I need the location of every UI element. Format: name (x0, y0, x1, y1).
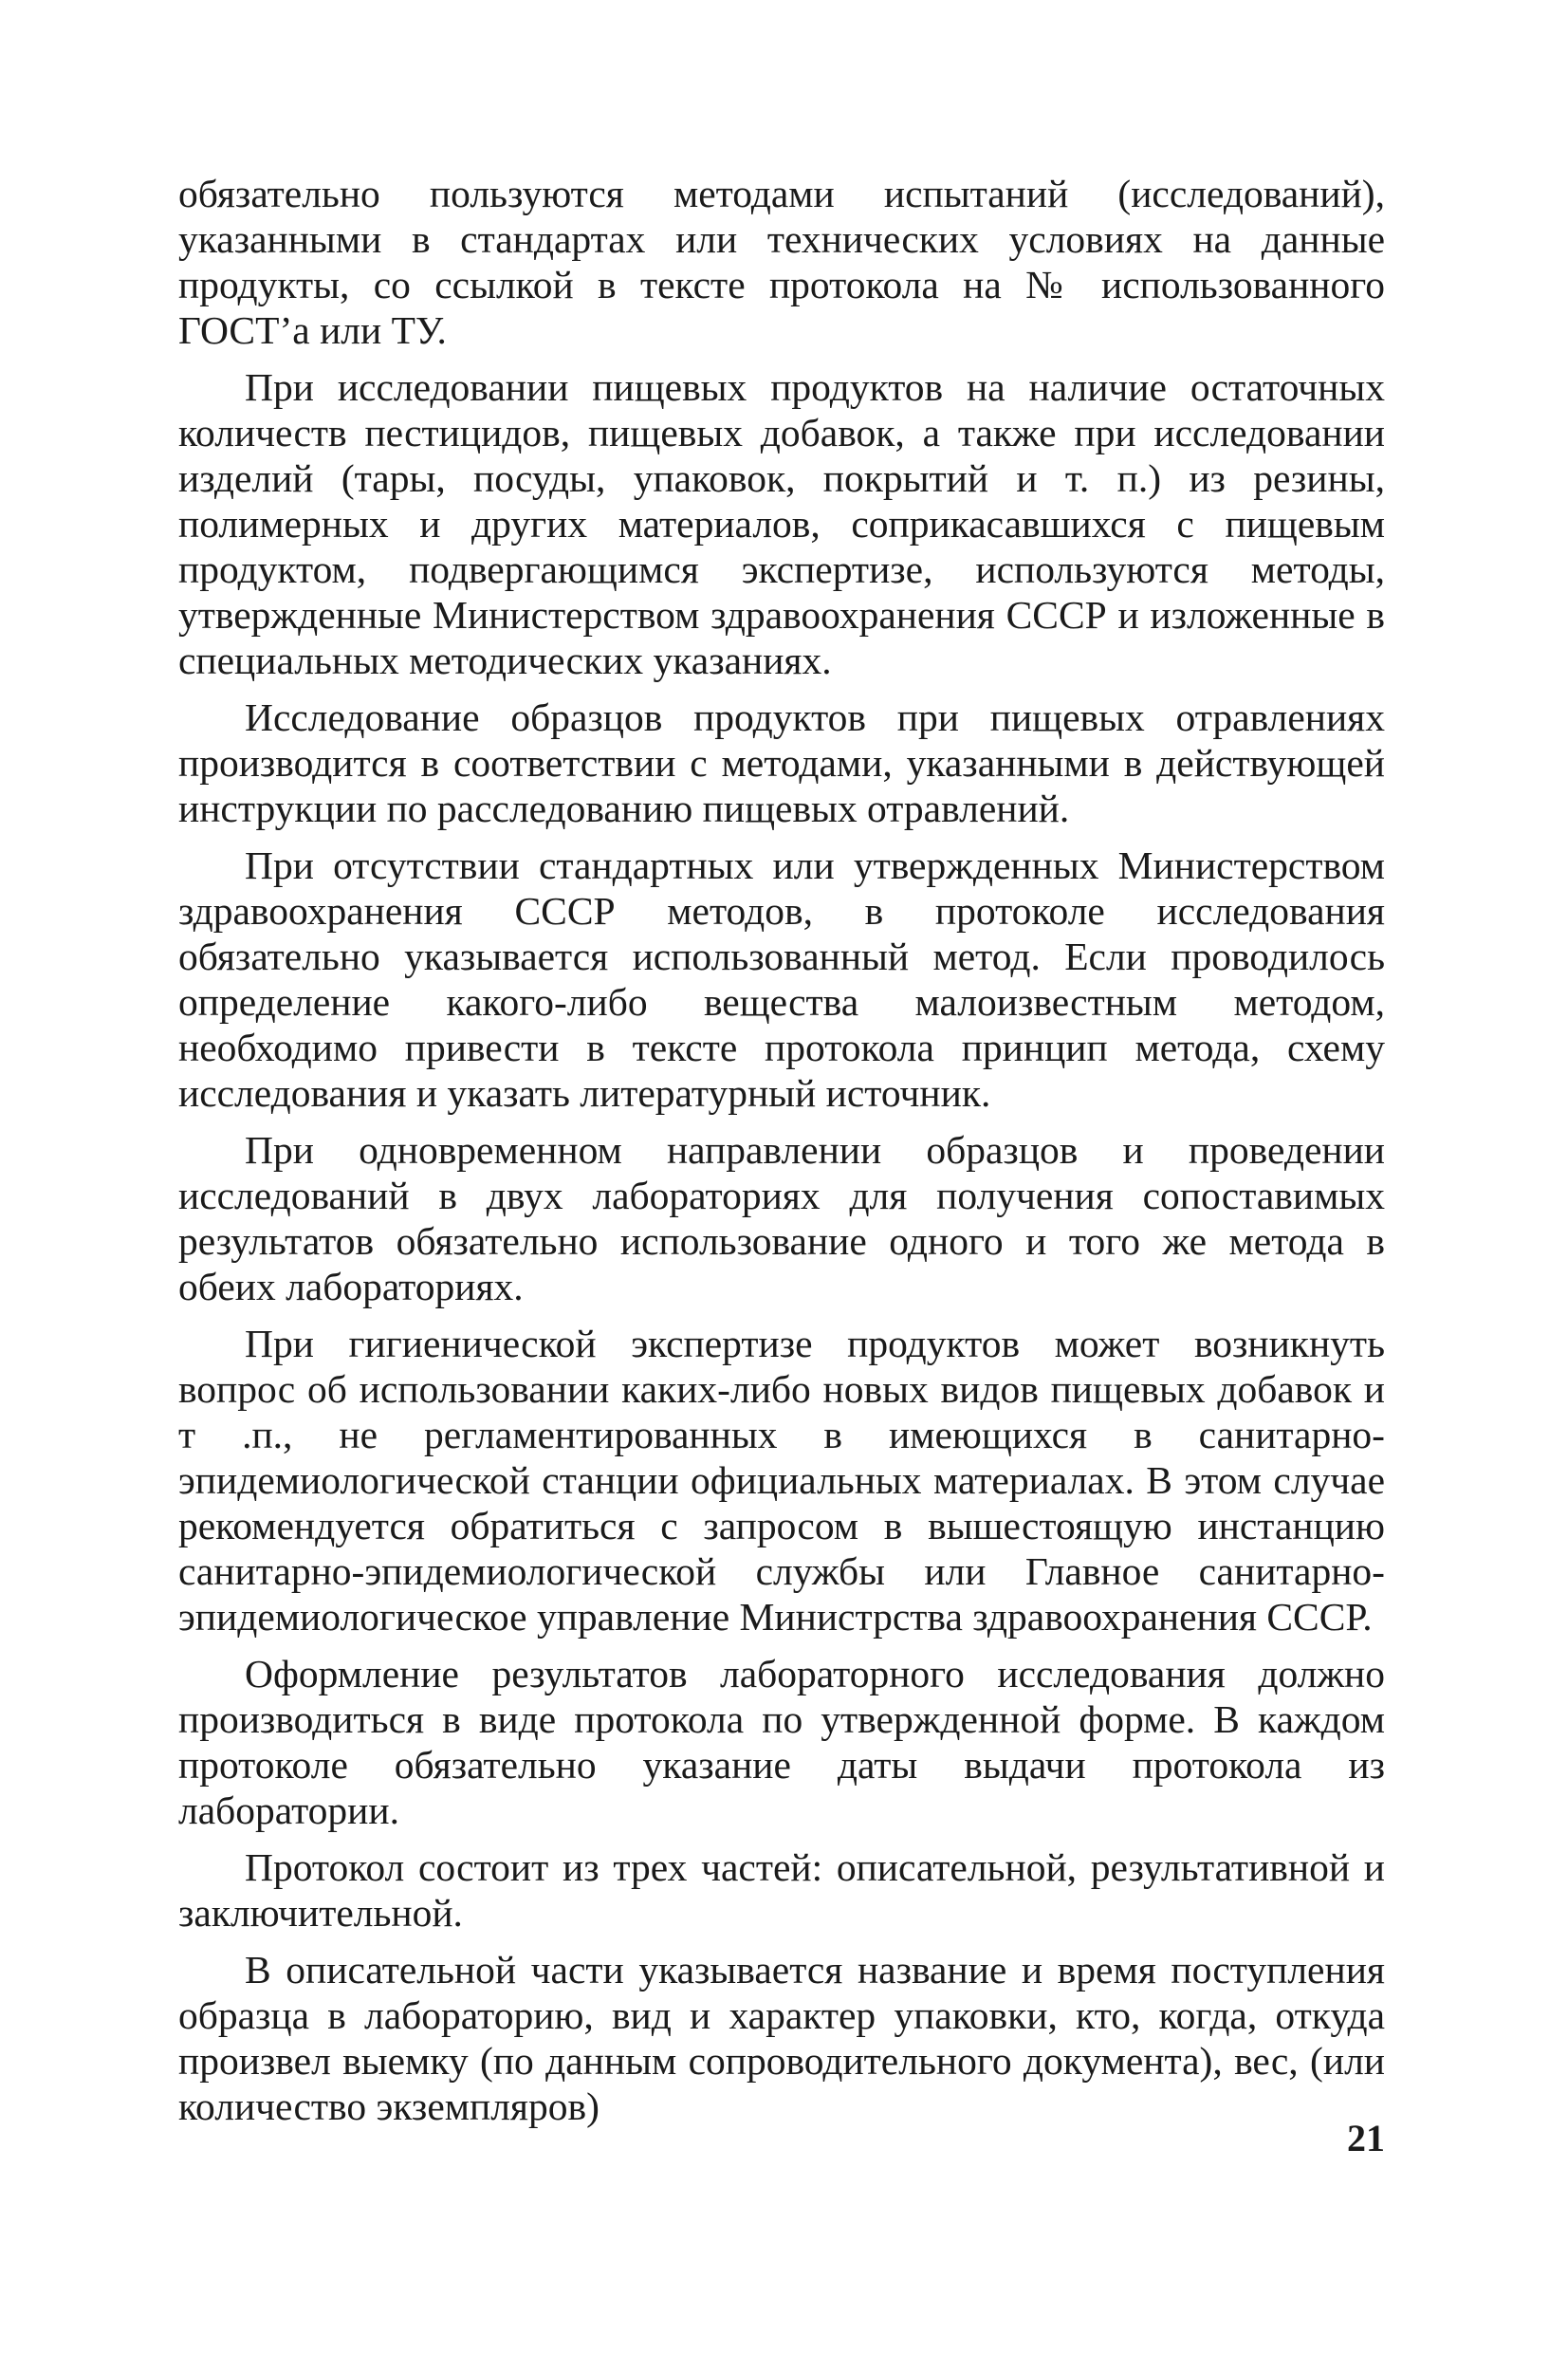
page-number: 21 (1347, 2117, 1385, 2159)
paragraph-1: обязательно пользуются методами испытаний (исследований), указанными в стандартах или технических условиях на данные продукты, со ссылкой в тексте протокола на № использованного ГОСТ’а или ТУ. (178, 172, 1385, 352)
paragraph-8: Протокол состоит из трех частей: описательной, результативной и заключительной. (178, 1845, 1385, 1935)
paragraph-6: При гигиенической экспертизе продуктов может возникнуть вопрос об использовании каких-либо новых видов пищевых добавок и т .п., не регламентированных в имеющихся в санитарно-эпидемиологической станции официальных материалах. В этом случае рекомендуется обратиться с запросом в вышестоящую инстанцию санитарно-эпидемиологической службы или Главное санитарно-эпидемиологическое управление Министрства здравоохранения СССР. (178, 1322, 1385, 1639)
paragraph-7: Оформление результатов лабораторного исследования должно производиться в виде протокола по утвержденной форме. В каждом протоколе обязательно указание даты выдачи протокола из лаборатории. (178, 1652, 1385, 1832)
paragraph-3: Исследование образцов продуктов при пищевых отравлениях производится в соответствии с методами, указанными в действующей инструкции по расследованию пищевых отравлений. (178, 695, 1385, 830)
paragraph-2: При исследовании пищевых продуктов на наличие остаточных количеств пестицидов, пищевых добавок, а также при исследовании изделий (тары, посуды, упаковок, покрытий и т. п.) из резины, полимерных и других материалов, соприкасавшихся с пищевым продуктом, подвергающимся экспертизе, используются методы, утвержденные Министерством здравоохранения СССР и изложенные в специальных методических указаниях. (178, 365, 1385, 682)
paragraph-9: В описательной части указывается название и время поступления образца в лабораторию, вид и характер упаковки, кто, когда, откуда произвел выемку (по данным сопроводительного документа), вес, (или количество экземпляров) (178, 1948, 1385, 2128)
document-page (178, 171, 1385, 2182)
paragraph-5: При одновременном направлении образцов и проведении исследований в двух лабораториях для получения сопоставимых результатов обязательно использование одного и того же метода в обеих лабораториях. (178, 1128, 1385, 1308)
paragraph-4: При отсутствии стандартных или утвержденных Министерством здравоохранения СССР методов, в протоколе исследования обязательно указывается использованный метод. Если проводилось определение какого-либо вещества малоизвестным методом, необходимо привести в тексте протокола принцип метода, схему исследования и указать литературный источник. (178, 843, 1385, 1115)
